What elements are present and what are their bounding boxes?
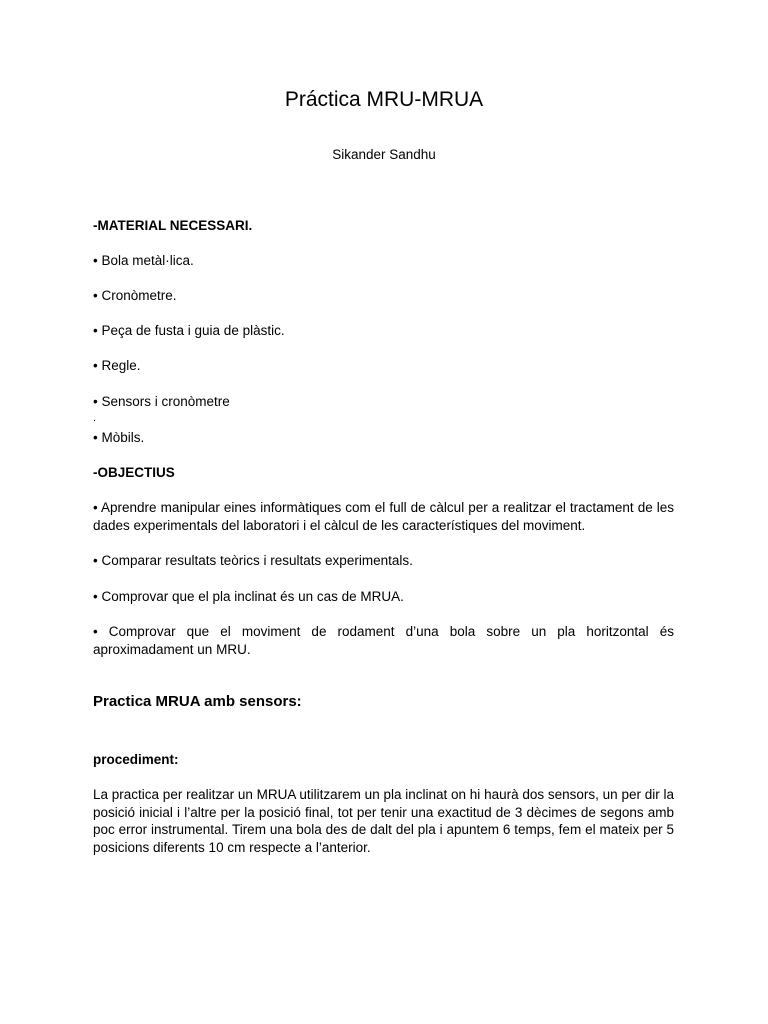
material-item: • Peça de fusta i guia de plàstic. [93, 323, 285, 338]
objective-item: • Comparar resultats teòrics i resultats experimentals. [93, 553, 413, 568]
stray-dot: . [93, 412, 97, 424]
objectives-heading: -OBJECTIUS [93, 465, 175, 480]
objective-item: • Comprovar que el pla inclinat és un cas de MRUA. [93, 589, 404, 604]
material-heading: -MATERIAL NECESSARI. [93, 218, 253, 233]
material-item: • Cronòmetre. [93, 288, 177, 303]
procedure-text: La practica per realitzar un MRUA utilitzarem un pla inclinat on hi haurà dos sensors, un per dir la posició inicial i l’altre per la posició final, tot per tenir una exactitud de 3 dècimes de segons amb poc error instrumental. Tirem una bola des de dalt del pla i apuntem 6 temps, fem el mateix per 5 posicions diferents 10 cm respecte a l’anterior. [93, 787, 674, 855]
practice-heading: Practica MRUA amb sensors: [93, 693, 302, 710]
material-item: • Sensors i cronòmetre [93, 394, 230, 409]
objective-item: • Aprendre manipular eines informàtiques com el full de càlcul per a realitzar el tractament de les dades experimentals del laboratori i el càlcul de les característiques del moviment. [93, 500, 674, 533]
document-title: Práctica MRU-MRUA [284, 88, 484, 111]
document-author: Sikander Sandhu [332, 147, 436, 162]
material-item: • Bola metàl·lica. [93, 253, 194, 268]
material-item: • Mòbils. [93, 430, 145, 445]
objective-item: • Comprovar que el moviment de rodament d’una bola sobre un pla horitzontal és aproximadament un MRU. [93, 624, 674, 657]
material-item: • Regle. [93, 358, 141, 373]
procedure-heading: procediment: [93, 752, 179, 767]
